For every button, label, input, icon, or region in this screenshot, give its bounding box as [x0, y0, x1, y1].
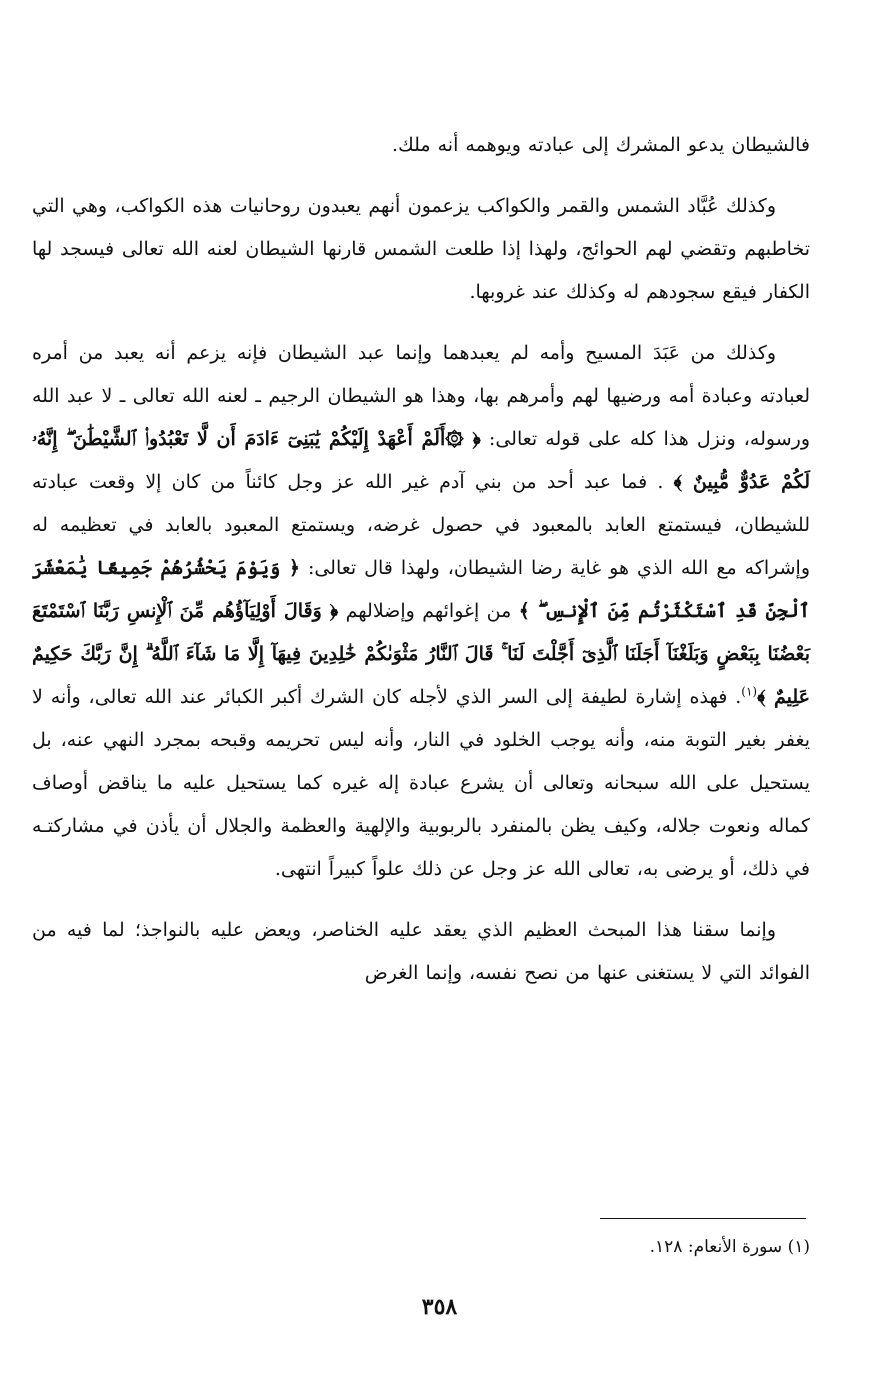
paragraph-3-part-4: . فهذه إشارة لطيفة إلى السر الذي لأجله كان الشرك أكبر الكبائر عند الله تعالى، وأنه لا يغفر بغير التوبة منه، وأنه يوجب الخلود في النار، وأنه ليس تحريمه وقبحه بمجرد النهي عنه، بل يستحيل على الله سبحانه وتعالى أن يشرع عبادة إله غيره كما يستحيل عليه ما يناقض أوصاف كماله ونعوت جلاله، وكيف يظن بالمنفرد بالربوبية والإلهية والعظمة والجلال أن يأذن في مشاركتـه في ذلك، أو يرضى به، تعالى الله عز وجل عن ذلك علواً كبيراً انتهى. — [32, 686, 810, 880]
paragraph-2: وكذلك عُبَّاد الشمس والقمر والكواكب يزعمون أنهم يعبدون روحانيات هذه الكواكب، وهي التي تخاطبهم وتقضي لهم الحوائج، ولهذا إذا طلعت الشمس قارنها الشيطان لعنه الله تعالى فيسجد لها الكفار فيقع سجودهم له وكذلك عند غروبها. — [32, 195, 810, 303]
quran-verse-2: ﴿ وَيَوْمَ يَحْشُرُهُمْ جَمِيعًا يَٰمَعْشَرَ ٱلْجِنِّ قَدِ ٱسْتَكْثَرْتُم مِّنَ ٱلْإِنسِ ۖ ﴾ — [32, 557, 810, 622]
footnote-divider — [600, 1218, 806, 1219]
paragraph-4: وإنما سقنا هذا المبحث العظيم الذي يعقد عليه الخناصر، ويعض عليه بالنواجذ؛ لما فيه من الفوائد التي لا يستغنى عنها من نصح نفسه، وإنما الغرض — [32, 919, 810, 984]
paragraph-3-part-2: . فما عبد أحد من بني آدم غير الله عز وجل كائناً من كان إلا وقعت عبادته للشيطان، فيستمتع العابد بالمعبود في حصول غرضه، ويستمتع المعبود بالعابد في تعظيمه له وإشراكه مع الله الذي هو غاية رضا الشيطان، ولهذا قال تعالى: — [32, 471, 810, 579]
quran-verse-3: ﴿ وَقَالَ أَوْلِيَآؤُهُم مِّنَ ٱلْإِنسِ رَبَّنَا ٱسْتَمْتَعَ بَعْضُنَا بِبَعْضٍ وَبَلَغْنَآ أَجَلَنَا ٱلَّذِىٓ أَجَّلْتَ لَنَا ۚ قَالَ ٱلنَّارُ مَثْوَىٰكُمْ خَٰلِدِينَ فِيهَآ إِلَّا مَا شَآءَ ٱللَّهُ ۗ إِنَّ رَبَّكَ حَكِيمٌ عَلِيمٌ ﴾ — [32, 600, 810, 708]
footnote: (١) سورة الأنعام: ١٢٨. — [649, 1237, 810, 1257]
paragraph-3-part-3: من إغوائهم وإضلالهم — [345, 600, 512, 622]
paragraph-1: فالشيطان يدعو المشرك إلى عبادته ويوهمه أنه ملك. — [392, 134, 810, 156]
page-number: ٣٥٨ — [421, 1294, 458, 1320]
quran-verse-1: ﴿ ۞أَلَمْ أَعْهَدْ إِلَيْكُمْ يَٰبَنِىٓ ءَادَمَ أَن لَّا تَعْبُدُوا۟ ٱلشَّيْطَٰنَ ۖ إِنَّهُۥ لَكُمْ عَدُوٌّ مُّبِينٌ ﴾ — [32, 428, 811, 493]
paragraph-3-part-1: وكذلك من عَبَدَ المسيح وأمه لم يعبدهما وإنما عبد الشيطان فإنه يزعم أنه يعبد من أمره لعبادته وعبادة أمه ورضيها لهم وأمرهم بها، وهذا هو الشيطان الرجيم ـ لعنه الله تعالى ـ لا عبد الله ورسوله، ونزل هذا كله على قوله تعالى: — [32, 342, 810, 450]
paragraph-3 — [32, 332, 810, 891]
main-text — [32, 124, 810, 995]
footnote-reference: (١) — [741, 684, 758, 699]
